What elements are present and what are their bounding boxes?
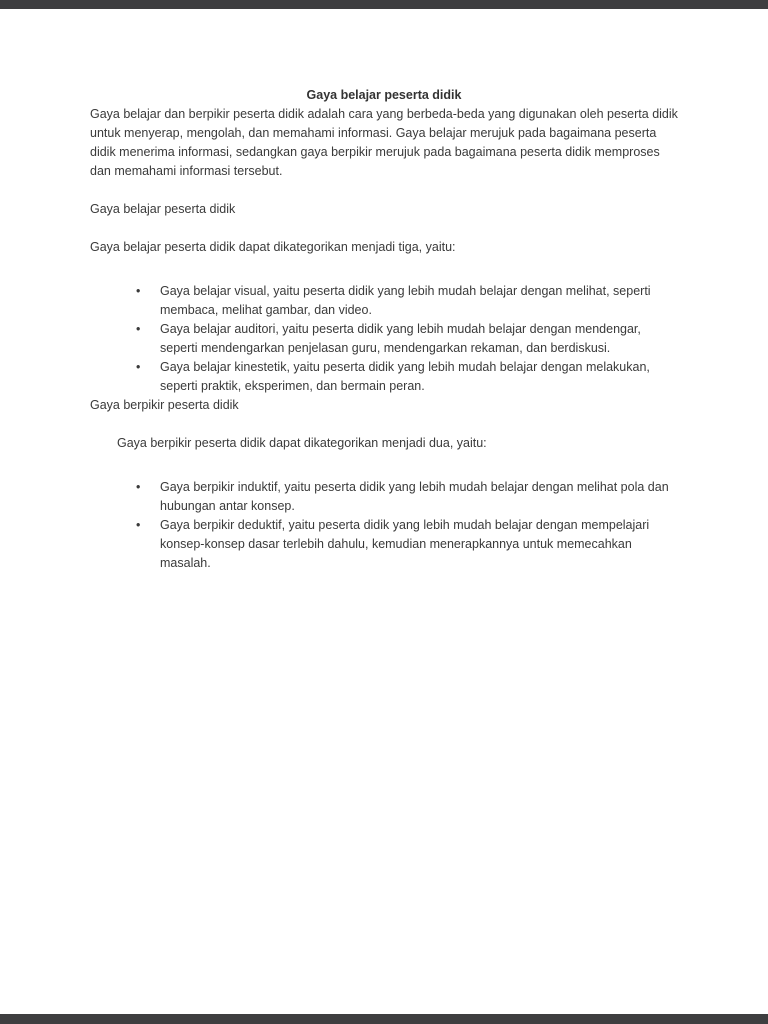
lead-gaya-berpikir: Gaya berpikir peserta didik dapat dikategorikan menjadi dua, yaitu:	[117, 436, 487, 450]
lead-gaya-belajar: Gaya belajar peserta didik dapat dikategorikan menjadi tiga, yaitu:	[90, 240, 456, 254]
list-item-text: Gaya belajar visual, yaitu peserta didik yang lebih mudah belajar dengan melihat, seperti membaca, melihat gambar, dan video.	[160, 284, 651, 317]
list-item-text: Gaya belajar kinestetik, yaitu peserta didik yang lebih mudah belajar dengan melakukan, seperti praktik, eksperimen, dan bermain peran.	[160, 360, 650, 393]
section-heading-gaya-berpikir: Gaya berpikir peserta didik	[90, 398, 239, 412]
bullet-marker: •	[136, 360, 141, 374]
list-item	[90, 320, 678, 358]
bullet-list-gaya-belajar	[90, 282, 678, 396]
list-item	[90, 282, 678, 320]
bullet-marker: •	[136, 284, 141, 298]
bottom-edge-bar	[0, 1014, 768, 1024]
bullet-list-gaya-berpikir	[90, 478, 678, 573]
list-item	[90, 478, 678, 516]
list-item-text: Gaya berpikir deduktif, yaitu peserta didik yang lebih mudah belajar dengan mempelajari konsep-konsep dasar terlebih dahulu, kemudian menerapkannya untuk memecahkan masalah.	[160, 518, 650, 570]
page-title: Gaya belajar peserta didik	[306, 88, 462, 102]
intro-paragraph: Gaya belajar dan berpikir peserta didik adalah cara yang berbeda-beda yang digunakan oleh peserta didik untuk menyerap, mengolah, dan memahami informasi. Gaya belajar merujuk pada bagaimana peserta didik menerima informasi, sedangkan gaya berpikir merujuk pada bagaimana peserta didik memproses dan memahami informasi tersebut.	[90, 107, 678, 178]
bullet-marker: •	[136, 518, 141, 532]
list-item-text: Gaya belajar auditori, yaitu peserta didik yang lebih mudah belajar dengan mendengar, seperti mendengarkan penjelasan guru, mendengarkan rekaman, dan berdiskusi.	[160, 322, 641, 355]
list-item-text: Gaya berpikir induktif, yaitu peserta didik yang lebih mudah belajar dengan melihat pola dan hubungan antar konsep.	[160, 480, 669, 513]
list-item	[90, 358, 678, 396]
section-heading-gaya-belajar: Gaya belajar peserta didik	[90, 202, 236, 216]
bullet-marker: •	[136, 480, 141, 494]
bullet-marker: •	[136, 322, 141, 336]
list-item	[90, 516, 678, 573]
